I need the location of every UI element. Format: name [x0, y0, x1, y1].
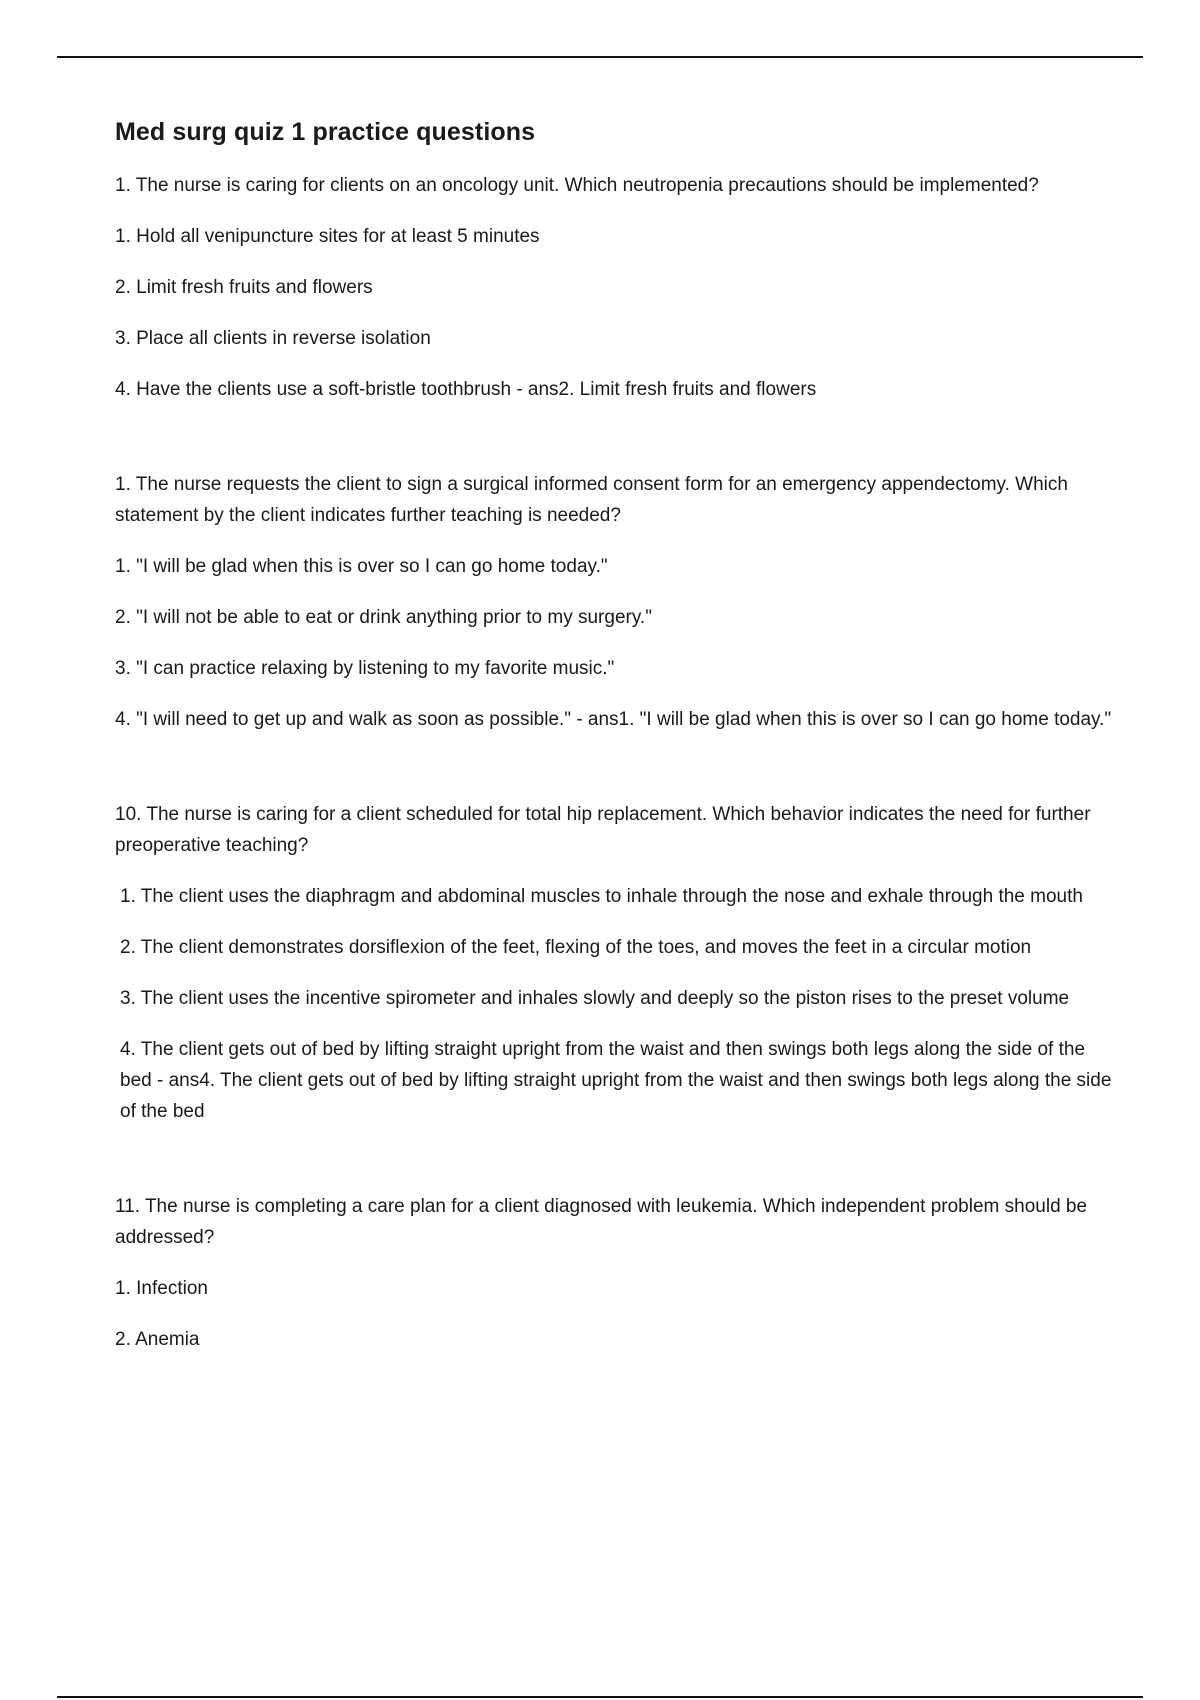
answer-option: 2. The client demonstrates dorsiflexion of the feet, flexing of the toes, and moves the feet in a circular motion — [120, 937, 1032, 958]
answer-option-with-key: 4. Have the clients use a soft-bristle toothbrush - ans2. Limit fresh fruits and flowers — [115, 379, 817, 400]
answer-option: 2. "I will not be able to eat or drink anything prior to my surgery." — [115, 607, 652, 628]
question-block — [115, 799, 1115, 1127]
answer-option: 3. Place all clients in reverse isolation — [115, 328, 431, 349]
question-block — [115, 170, 1115, 405]
question-block — [115, 1191, 1115, 1355]
document-title: Med surg quiz 1 practice questions — [115, 118, 536, 146]
bottom-divider — [57, 1696, 1143, 1698]
answer-option: 2. Anemia — [115, 1329, 200, 1350]
answer-option: 1. Hold all venipuncture sites for at least 5 minutes — [115, 226, 540, 247]
answer-option: 1. The client uses the diaphragm and abdominal muscles to inhale through the nose and exhale through the mouth — [120, 886, 1083, 907]
top-divider — [57, 56, 1143, 58]
answer-option: 1. Infection — [115, 1278, 208, 1299]
question-block — [115, 469, 1115, 735]
answer-option: 2. Limit fresh fruits and flowers — [115, 277, 373, 298]
answer-option: 3. The client uses the incentive spirometer and inhales slowly and deeply so the piston rises to the preset volume — [120, 988, 1070, 1009]
question-stem: 1. The nurse is caring for clients on an oncology unit. Which neutropenia precautions should be implemented? — [115, 175, 1039, 196]
answer-option-with-key: 4. "I will need to get up and walk as soon as possible." - ans1. "I will be glad when this is over so I can go home today." — [115, 709, 1112, 730]
question-stem: 1. The nurse requests the client to sign a surgical informed consent form for an emergency appendectomy. Which statement by the client indicates further teaching is needed? — [115, 474, 1068, 526]
question-stem: 10. The nurse is caring for a client scheduled for total hip replacement. Which behavior indicates the need for further preoperative teaching? — [115, 804, 1091, 856]
answer-option: 3. "I can practice relaxing by listening to my favorite music." — [115, 658, 615, 679]
question-stem: 11. The nurse is completing a care plan for a client diagnosed with leukemia. Which independent problem should be addressed? — [115, 1196, 1088, 1248]
answer-option-with-key: 4. The client gets out of bed by lifting straight upright from the waist and then swings both legs along the side of the bed - ans4. The client gets out of bed by lifting straight upright from the waist and then swings both legs along the side of the bed — [120, 1039, 1112, 1122]
document-body — [115, 112, 1115, 1419]
answer-option: 1. "I will be glad when this is over so I can go home today." — [115, 556, 608, 577]
